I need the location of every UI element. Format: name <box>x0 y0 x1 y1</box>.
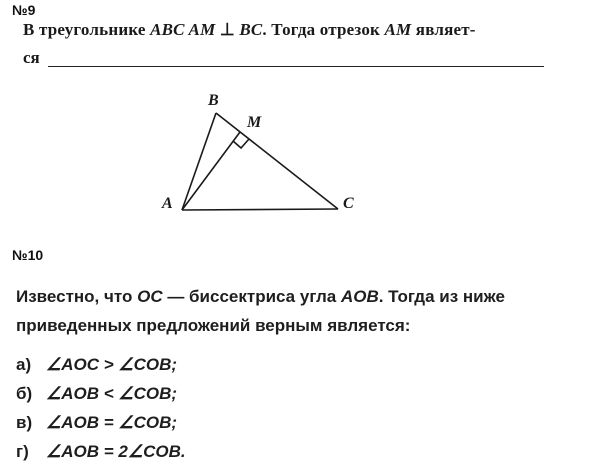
option-text: ∠AOB < ∠COB; <box>46 384 178 403</box>
option-letter: а) <box>16 355 32 374</box>
altitude-am <box>182 132 240 210</box>
p10-text-part: Известно, что <box>16 287 138 306</box>
option-d[interactable] <box>16 442 186 462</box>
p9-text-part: являет- <box>411 20 476 39</box>
option-text: ∠AOB = 2∠COB. <box>46 442 186 461</box>
p9-text-part: BC <box>239 20 263 39</box>
p9-text-part: В треугольнике <box>23 20 151 39</box>
side-bc <box>216 113 338 209</box>
option-c[interactable] <box>16 413 177 433</box>
p10-text-part: AOB <box>340 287 379 306</box>
p10-text-part: . Тогда из ниже <box>378 287 505 306</box>
problem-9-text-line1 <box>23 20 476 40</box>
side-ac <box>182 209 338 210</box>
option-text: ∠AOC > ∠COB; <box>46 355 178 374</box>
p10-text-part: — биссектриса угла <box>162 287 341 306</box>
p9-text-part: AM <box>384 20 412 39</box>
p10-text-part: OC <box>137 287 163 306</box>
side-ab <box>182 113 216 210</box>
right-angle-mark <box>233 139 249 148</box>
p9-text-part: ABC AM <box>150 20 216 39</box>
problem-10-text-line1 <box>16 287 505 307</box>
triangle-figure <box>150 85 370 220</box>
option-letter: г) <box>16 442 29 461</box>
vertex-label-a: A <box>162 195 173 212</box>
p9-text-part: ⊥ <box>215 20 240 39</box>
option-b[interactable] <box>16 384 177 404</box>
option-a[interactable] <box>16 355 177 375</box>
problem-9-text-line2: ся <box>23 48 40 67</box>
option-letter: в) <box>16 413 33 432</box>
option-letter: б) <box>16 384 33 403</box>
option-text: ∠AOB = ∠COB; <box>46 413 178 432</box>
vertex-label-m: M <box>247 114 262 131</box>
vertex-label-b: B <box>208 92 219 109</box>
p9-text-part: . Тогда отрезок <box>262 20 385 39</box>
problem-9-number: №9 <box>12 2 36 18</box>
problem-10-text-line2: приведенных предложений верным является: <box>16 316 411 335</box>
answer-blank-line[interactable] <box>48 66 544 67</box>
problem-10-number: №10 <box>12 247 44 263</box>
vertex-label-c: C <box>343 195 354 212</box>
